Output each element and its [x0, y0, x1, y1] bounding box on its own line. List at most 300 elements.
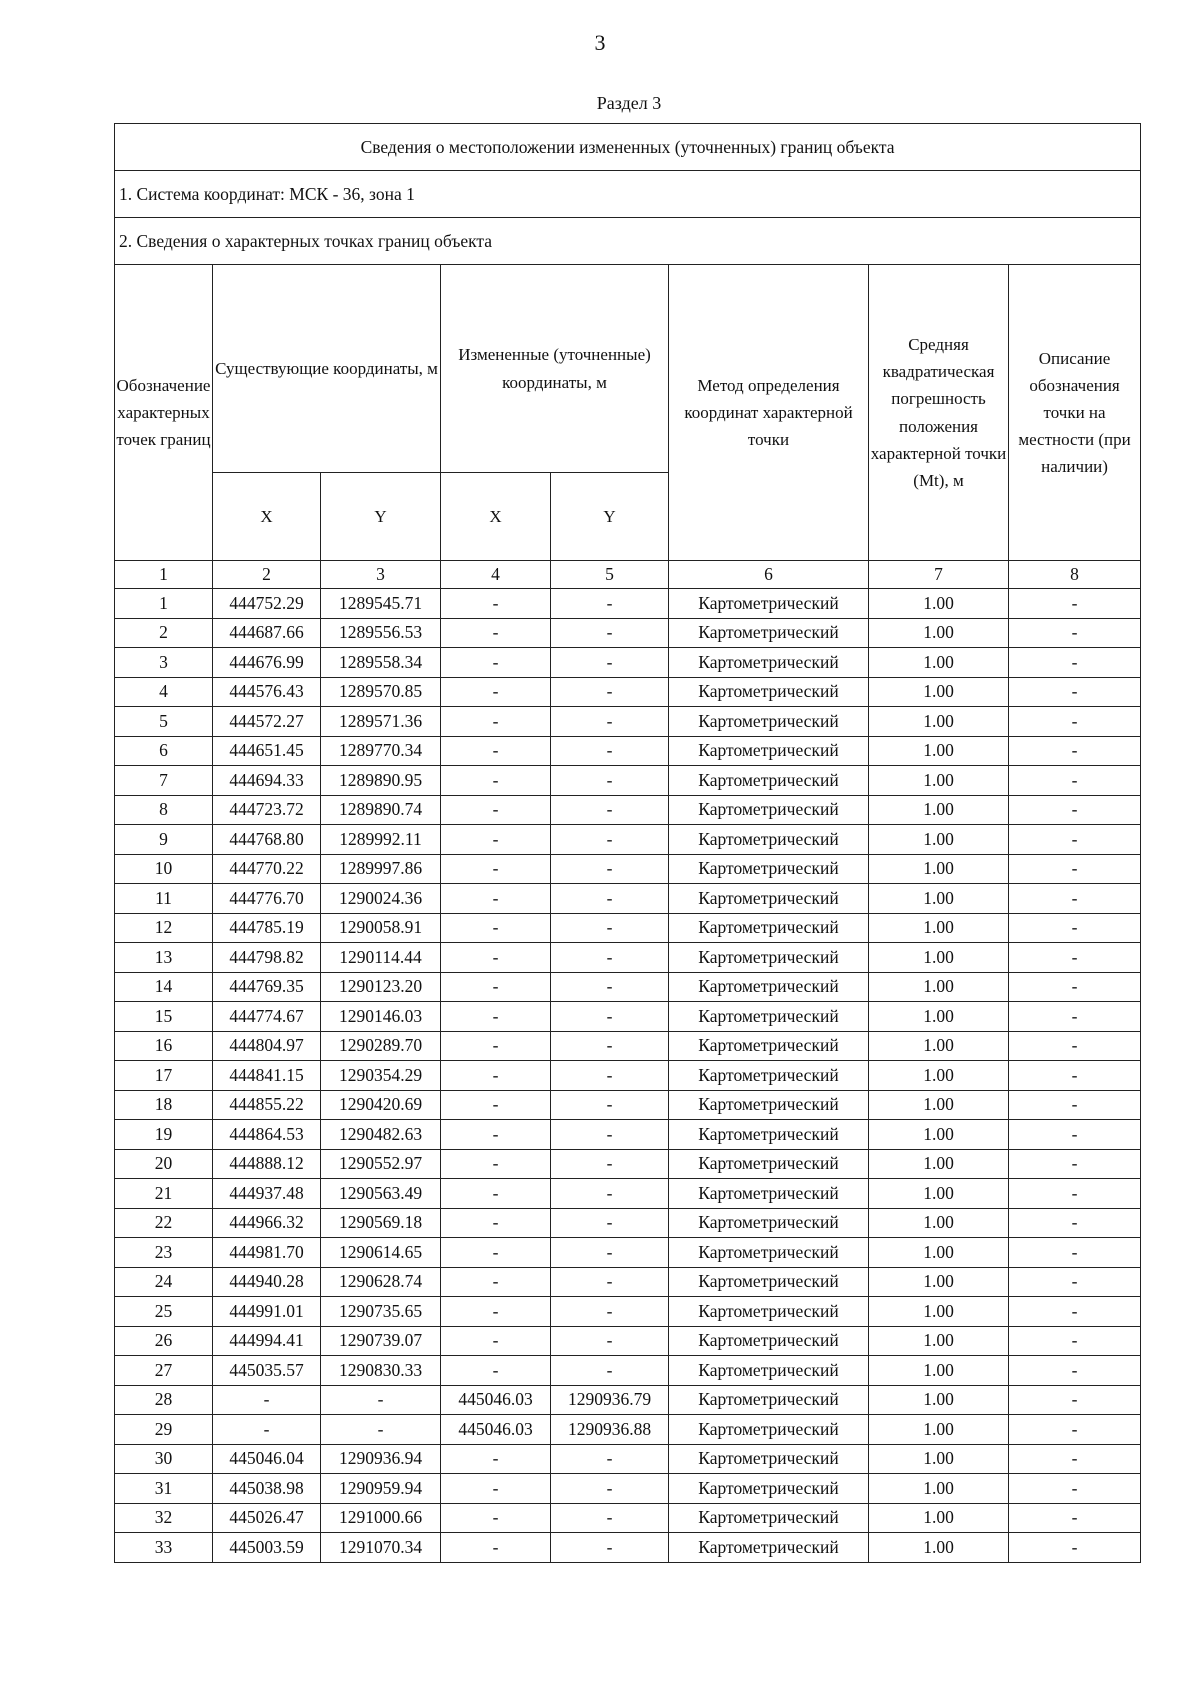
table-row [115, 854, 1141, 884]
method-cell: Картометрический [669, 884, 869, 914]
point-id-cell: 2 [115, 618, 213, 648]
column-number-row [115, 561, 1141, 589]
changed-y-cell: - [551, 1326, 669, 1356]
changed-y-cell: - [551, 1179, 669, 1209]
changed-y-cell: - [551, 1090, 669, 1120]
existing-x-cell: 444940.28 [213, 1267, 321, 1297]
existing-y-cell: 1290830.33 [321, 1356, 441, 1386]
existing-x-cell: 444798.82 [213, 943, 321, 973]
changed-x-cell: - [441, 1444, 551, 1474]
point-id-cell: 17 [115, 1061, 213, 1091]
changed-x-cell: - [441, 1061, 551, 1091]
method-cell: Картометрический [669, 1002, 869, 1032]
mean-error-cell: 1.00 [869, 1267, 1009, 1297]
point-id-cell: 29 [115, 1415, 213, 1445]
column-number: 1 [115, 561, 213, 589]
mean-error-cell: 1.00 [869, 1061, 1009, 1091]
point-id-cell: 26 [115, 1326, 213, 1356]
existing-x-cell: 445003.59 [213, 1533, 321, 1563]
changed-y-cell: - [551, 1061, 669, 1091]
method-cell: Картометрический [669, 677, 869, 707]
changed-x-cell: - [441, 1120, 551, 1150]
method-cell: Картометрический [669, 1090, 869, 1120]
method-cell: Картометрический [669, 1179, 869, 1209]
method-cell: Картометрический [669, 1326, 869, 1356]
mean-error-cell: 1.00 [869, 1533, 1009, 1563]
changed-y-cell: - [551, 854, 669, 884]
description-cell: - [1009, 795, 1141, 825]
existing-y-cell: 1291000.66 [321, 1503, 441, 1533]
table-row [115, 972, 1141, 1002]
changed-y-cell: - [551, 1120, 669, 1150]
method-cell: Картометрический [669, 1503, 869, 1533]
method-cell: Картометрический [669, 1533, 869, 1563]
method-cell: Картометрический [669, 1149, 869, 1179]
existing-y-cell: 1289890.74 [321, 795, 441, 825]
description-cell: - [1009, 736, 1141, 766]
header-changed-x: X [441, 473, 551, 561]
changed-y-cell: - [551, 1208, 669, 1238]
method-cell: Картометрический [669, 943, 869, 973]
mean-error-cell: 1.00 [869, 618, 1009, 648]
point-id-cell: 4 [115, 677, 213, 707]
existing-y-cell: 1290614.65 [321, 1238, 441, 1268]
point-id-cell: 6 [115, 736, 213, 766]
existing-x-cell: 444572.27 [213, 707, 321, 737]
changed-x-cell: - [441, 677, 551, 707]
mean-error-cell: 1.00 [869, 648, 1009, 678]
existing-y-cell: 1290628.74 [321, 1267, 441, 1297]
changed-x-cell: - [441, 972, 551, 1002]
column-number: 7 [869, 561, 1009, 589]
changed-x-cell: - [441, 1208, 551, 1238]
point-id-cell: 1 [115, 589, 213, 619]
method-cell: Картометрический [669, 972, 869, 1002]
existing-x-cell: 444994.41 [213, 1326, 321, 1356]
existing-x-cell: 445035.57 [213, 1356, 321, 1386]
changed-x-cell: - [441, 618, 551, 648]
mean-error-cell: 1.00 [869, 736, 1009, 766]
changed-y-cell: - [551, 1149, 669, 1179]
method-cell: Картометрический [669, 1120, 869, 1150]
point-id-cell: 11 [115, 884, 213, 914]
existing-x-cell: 444774.67 [213, 1002, 321, 1032]
mean-error-cell: 1.00 [869, 589, 1009, 619]
column-number: 8 [1009, 561, 1141, 589]
mean-error-cell: 1.00 [869, 913, 1009, 943]
existing-x-cell: 444888.12 [213, 1149, 321, 1179]
table-row [115, 1356, 1141, 1386]
point-id-cell: 10 [115, 854, 213, 884]
column-number: 2 [213, 561, 321, 589]
method-cell: Картометрический [669, 1415, 869, 1445]
method-cell: Картометрический [669, 707, 869, 737]
description-cell: - [1009, 766, 1141, 796]
changed-x-cell: - [441, 825, 551, 855]
header-existing-y: Y [321, 473, 441, 561]
mean-error-cell: 1.00 [869, 1385, 1009, 1415]
description-cell: - [1009, 1503, 1141, 1533]
existing-y-cell: 1290959.94 [321, 1474, 441, 1504]
mean-error-cell: 1.00 [869, 972, 1009, 1002]
changed-x-cell: - [441, 1474, 551, 1504]
method-cell: Картометрический [669, 1444, 869, 1474]
existing-x-cell: 444864.53 [213, 1120, 321, 1150]
changed-x-cell: - [441, 1149, 551, 1179]
description-cell: - [1009, 854, 1141, 884]
mean-error-cell: 1.00 [869, 1208, 1009, 1238]
table-row [115, 677, 1141, 707]
changed-x-cell: - [441, 1326, 551, 1356]
section-title: Раздел 3 [596, 93, 662, 113]
changed-y-cell: - [551, 825, 669, 855]
table-row [115, 795, 1141, 825]
point-id-cell: 15 [115, 1002, 213, 1032]
existing-y-cell: 1289997.86 [321, 854, 441, 884]
changed-x-cell: - [441, 1533, 551, 1563]
mean-error-cell: 1.00 [869, 1444, 1009, 1474]
description-cell: - [1009, 1031, 1141, 1061]
table-row [115, 1238, 1141, 1268]
method-cell: Картометрический [669, 1474, 869, 1504]
existing-y-cell: - [321, 1415, 441, 1445]
table-row [115, 1503, 1141, 1533]
header-description: Описание обозначения точки на местности (при наличии) [1009, 265, 1141, 561]
point-id-cell: 19 [115, 1120, 213, 1150]
description-cell: - [1009, 913, 1141, 943]
header-point-designation: Обозначение характерных точек границ [115, 265, 213, 561]
description-cell: - [1009, 1179, 1141, 1209]
changed-y-cell: - [551, 1503, 669, 1533]
existing-x-cell: 444966.32 [213, 1208, 321, 1238]
mean-error-cell: 1.00 [869, 1031, 1009, 1061]
existing-x-cell: 444694.33 [213, 766, 321, 796]
method-cell: Картометрический [669, 589, 869, 619]
existing-x-cell: 444991.01 [213, 1297, 321, 1327]
existing-y-cell: 1290114.44 [321, 943, 441, 973]
table-row [115, 736, 1141, 766]
existing-x-cell: 444770.22 [213, 854, 321, 884]
method-cell: Картометрический [669, 1031, 869, 1061]
changed-x-cell: - [441, 707, 551, 737]
method-cell: Картометрический [669, 736, 869, 766]
method-cell: Картометрический [669, 854, 869, 884]
method-cell: Картометрический [669, 1238, 869, 1268]
existing-y-cell: 1289890.95 [321, 766, 441, 796]
method-cell: Картометрический [669, 795, 869, 825]
description-cell: - [1009, 972, 1141, 1002]
point-id-cell: 12 [115, 913, 213, 943]
existing-x-cell: 444687.66 [213, 618, 321, 648]
changed-y-cell: - [551, 648, 669, 678]
table-title: Сведения о местоположении измененных (уточненных) границ объекта [115, 124, 1141, 171]
changed-y-cell: - [551, 1267, 669, 1297]
method-cell: Картометрический [669, 766, 869, 796]
changed-y-cell: 1290936.88 [551, 1415, 669, 1445]
point-id-cell: 30 [115, 1444, 213, 1474]
existing-y-cell: 1290936.94 [321, 1444, 441, 1474]
description-cell: - [1009, 1061, 1141, 1091]
existing-y-cell: 1290552.97 [321, 1149, 441, 1179]
mean-error-cell: 1.00 [869, 707, 1009, 737]
mean-error-cell: 1.00 [869, 884, 1009, 914]
method-cell: Картометрический [669, 1297, 869, 1327]
changed-y-cell: - [551, 1238, 669, 1268]
existing-y-cell: 1290024.36 [321, 884, 441, 914]
changed-y-cell: - [551, 766, 669, 796]
mean-error-cell: 1.00 [869, 766, 1009, 796]
changed-y-cell: - [551, 1031, 669, 1061]
header-existing-x: X [213, 473, 321, 561]
point-id-cell: 24 [115, 1267, 213, 1297]
mean-error-cell: 1.00 [869, 1179, 1009, 1209]
table-row [115, 1002, 1141, 1032]
method-cell: Картометрический [669, 648, 869, 678]
column-number: 3 [321, 561, 441, 589]
changed-y-cell: - [551, 707, 669, 737]
existing-x-cell: 444776.70 [213, 884, 321, 914]
description-cell: - [1009, 1002, 1141, 1032]
mean-error-cell: 1.00 [869, 1149, 1009, 1179]
point-id-cell: 28 [115, 1385, 213, 1415]
table-row [115, 1297, 1141, 1327]
changed-x-cell: - [441, 943, 551, 973]
mean-error-cell: 1.00 [869, 1297, 1009, 1327]
changed-x-cell: - [441, 884, 551, 914]
changed-x-cell: - [441, 1002, 551, 1032]
column-number: 6 [669, 561, 869, 589]
description-cell: - [1009, 1444, 1141, 1474]
description-cell: - [1009, 1090, 1141, 1120]
description-cell: - [1009, 1533, 1141, 1563]
method-cell: Картометрический [669, 1267, 869, 1297]
existing-y-cell: 1290569.18 [321, 1208, 441, 1238]
changed-y-cell: - [551, 677, 669, 707]
header-mean-error: Средняя квадратическая погрешность положения характерной точки (Mt), м [869, 265, 1009, 561]
table-row [115, 1385, 1141, 1415]
description-cell: - [1009, 1149, 1141, 1179]
existing-y-cell: 1290146.03 [321, 1002, 441, 1032]
existing-x-cell: 444785.19 [213, 913, 321, 943]
table-row [115, 1208, 1141, 1238]
changed-x-cell: - [441, 1356, 551, 1386]
changed-y-cell: - [551, 618, 669, 648]
page-number: 3 [594, 30, 606, 55]
mean-error-cell: 1.00 [869, 1090, 1009, 1120]
existing-y-cell: - [321, 1385, 441, 1415]
point-id-cell: 32 [115, 1503, 213, 1533]
description-cell: - [1009, 618, 1141, 648]
existing-x-cell: 444937.48 [213, 1179, 321, 1209]
table-row [115, 589, 1141, 619]
existing-x-cell: 445026.47 [213, 1503, 321, 1533]
mean-error-cell: 1.00 [869, 943, 1009, 973]
mean-error-cell: 1.00 [869, 1356, 1009, 1386]
existing-x-cell: 445038.98 [213, 1474, 321, 1504]
changed-y-cell: - [551, 1356, 669, 1386]
mean-error-cell: 1.00 [869, 1326, 1009, 1356]
table-row [115, 1120, 1141, 1150]
existing-x-cell: 444841.15 [213, 1061, 321, 1091]
existing-x-cell: 444768.80 [213, 825, 321, 855]
mean-error-cell: 1.00 [869, 825, 1009, 855]
existing-y-cell: 1290354.29 [321, 1061, 441, 1091]
existing-x-cell: 444981.70 [213, 1238, 321, 1268]
mean-error-cell: 1.00 [869, 1120, 1009, 1150]
table-row [115, 618, 1141, 648]
existing-x-cell: 444804.97 [213, 1031, 321, 1061]
changed-x-cell: - [441, 1031, 551, 1061]
changed-y-cell: - [551, 884, 669, 914]
changed-y-cell: - [551, 913, 669, 943]
existing-y-cell: 1289556.53 [321, 618, 441, 648]
changed-x-cell: - [441, 648, 551, 678]
table-row [115, 1179, 1141, 1209]
mean-error-cell: 1.00 [869, 795, 1009, 825]
changed-y-cell: - [551, 1474, 669, 1504]
mean-error-cell: 1.00 [869, 1238, 1009, 1268]
point-id-cell: 20 [115, 1149, 213, 1179]
method-cell: Картометрический [669, 1208, 869, 1238]
point-id-cell: 16 [115, 1031, 213, 1061]
table-row [115, 1031, 1141, 1061]
existing-x-cell: 444723.72 [213, 795, 321, 825]
header-changed-coordinates: Измененные (уточненные) координаты, м [441, 265, 669, 473]
header-method: Метод определения координат характерной точки [669, 265, 869, 561]
changed-x-cell: - [441, 1179, 551, 1209]
changed-x-cell: - [441, 736, 551, 766]
point-id-cell: 25 [115, 1297, 213, 1327]
method-cell: Картометрический [669, 913, 869, 943]
point-id-cell: 31 [115, 1474, 213, 1504]
changed-y-cell: - [551, 1533, 669, 1563]
point-id-cell: 33 [115, 1533, 213, 1563]
existing-x-cell: - [213, 1385, 321, 1415]
column-number: 4 [441, 561, 551, 589]
header-existing-coordinates: Существующие координаты, м [213, 265, 441, 473]
existing-x-cell: 444651.45 [213, 736, 321, 766]
description-cell: - [1009, 1120, 1141, 1150]
table-row [115, 943, 1141, 973]
method-cell: Картометрический [669, 1061, 869, 1091]
existing-y-cell: 1290563.49 [321, 1179, 441, 1209]
table-row [115, 884, 1141, 914]
mean-error-cell: 1.00 [869, 1503, 1009, 1533]
existing-y-cell: 1289571.36 [321, 707, 441, 737]
changed-x-cell: - [441, 589, 551, 619]
existing-y-cell: 1290123.20 [321, 972, 441, 1002]
description-cell: - [1009, 1415, 1141, 1445]
mean-error-cell: 1.00 [869, 1002, 1009, 1032]
point-id-cell: 18 [115, 1090, 213, 1120]
existing-y-cell: 1289770.34 [321, 736, 441, 766]
changed-x-cell: - [441, 1503, 551, 1533]
changed-y-cell: - [551, 1297, 669, 1327]
table-row [115, 648, 1141, 678]
table-row [115, 1061, 1141, 1091]
description-cell: - [1009, 825, 1141, 855]
point-id-cell: 22 [115, 1208, 213, 1238]
point-id-cell: 5 [115, 707, 213, 737]
coordinates-table [114, 123, 1141, 1563]
changed-x-cell: 445046.03 [441, 1415, 551, 1445]
changed-y-cell: - [551, 1002, 669, 1032]
mean-error-cell: 1.00 [869, 1415, 1009, 1445]
changed-x-cell: - [441, 795, 551, 825]
description-cell: - [1009, 1208, 1141, 1238]
description-cell: - [1009, 1297, 1141, 1327]
existing-x-cell: 444769.35 [213, 972, 321, 1002]
table-row [115, 766, 1141, 796]
column-number: 5 [551, 561, 669, 589]
changed-x-cell: - [441, 913, 551, 943]
existing-y-cell: 1290739.07 [321, 1326, 441, 1356]
changed-x-cell: - [441, 1090, 551, 1120]
existing-x-cell: 444752.29 [213, 589, 321, 619]
changed-y-cell: - [551, 589, 669, 619]
mean-error-cell: 1.00 [869, 1474, 1009, 1504]
point-id-cell: 27 [115, 1356, 213, 1386]
existing-x-cell: 444576.43 [213, 677, 321, 707]
changed-y-cell: - [551, 795, 669, 825]
existing-x-cell: 445046.04 [213, 1444, 321, 1474]
table-row [115, 1533, 1141, 1563]
existing-x-cell: 444676.99 [213, 648, 321, 678]
description-cell: - [1009, 1238, 1141, 1268]
changed-x-cell: - [441, 1238, 551, 1268]
point-id-cell: 21 [115, 1179, 213, 1209]
existing-x-cell: - [213, 1415, 321, 1445]
table-row [115, 1149, 1141, 1179]
table-row [115, 825, 1141, 855]
description-cell: - [1009, 1326, 1141, 1356]
point-id-cell: 13 [115, 943, 213, 973]
method-cell: Картометрический [669, 1385, 869, 1415]
description-cell: - [1009, 884, 1141, 914]
changed-y-cell: - [551, 736, 669, 766]
header-changed-y: Y [551, 473, 669, 561]
table-row [115, 707, 1141, 737]
changed-y-cell: 1290936.79 [551, 1385, 669, 1415]
changed-x-cell: 445046.03 [441, 1385, 551, 1415]
description-cell: - [1009, 1267, 1141, 1297]
point-id-cell: 23 [115, 1238, 213, 1268]
table-row [115, 1326, 1141, 1356]
table-row [115, 913, 1141, 943]
changed-x-cell: - [441, 854, 551, 884]
existing-y-cell: 1290420.69 [321, 1090, 441, 1120]
table-row [115, 1474, 1141, 1504]
existing-y-cell: 1289558.34 [321, 648, 441, 678]
description-cell: - [1009, 1385, 1141, 1415]
changed-y-cell: - [551, 972, 669, 1002]
table-row [115, 1090, 1141, 1120]
changed-x-cell: - [441, 1267, 551, 1297]
description-cell: - [1009, 943, 1141, 973]
characteristic-points-line: 2. Сведения о характерных точках границ объекта [115, 218, 1141, 265]
existing-y-cell: 1290058.91 [321, 913, 441, 943]
point-id-cell: 8 [115, 795, 213, 825]
changed-x-cell: - [441, 766, 551, 796]
point-id-cell: 9 [115, 825, 213, 855]
mean-error-cell: 1.00 [869, 677, 1009, 707]
existing-y-cell: 1289545.71 [321, 589, 441, 619]
description-cell: - [1009, 677, 1141, 707]
existing-y-cell: 1289570.85 [321, 677, 441, 707]
existing-y-cell: 1289992.11 [321, 825, 441, 855]
table-row [115, 1415, 1141, 1445]
coordinate-system-line: 1. Система координат: МСК - 36, зона 1 [115, 171, 1141, 218]
